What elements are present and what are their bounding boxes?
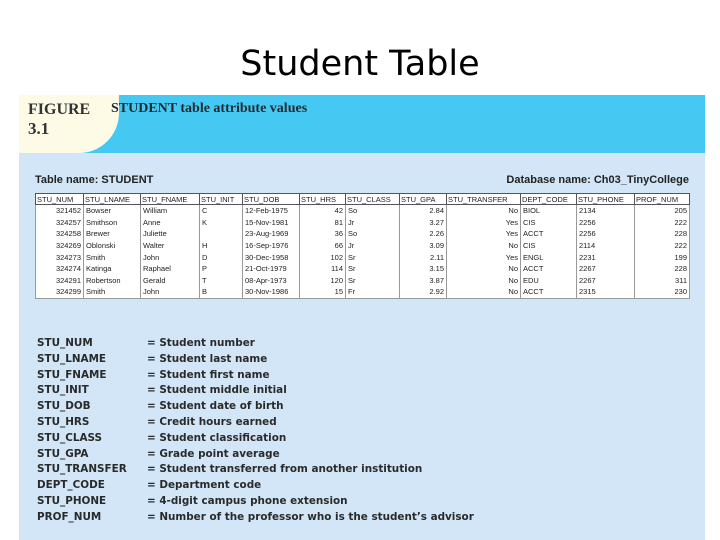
table-cell: Sr (346, 251, 400, 263)
table-cell: 199 (635, 251, 690, 263)
table-cell: No (447, 286, 521, 298)
table-cell: 228 (635, 228, 690, 240)
table-cell: Anne (141, 217, 200, 229)
definition-attribute: STU_NUM (37, 337, 93, 349)
figure-number: 3.1 (28, 119, 50, 138)
student-table (35, 193, 690, 299)
table-cell: Fr (346, 286, 400, 298)
definition-description: = Student number (147, 337, 255, 349)
table-cell: 324257 (36, 217, 84, 229)
table-cell: Sr (346, 275, 400, 287)
table-cell: K (200, 217, 243, 229)
table-cell: Smith (84, 286, 141, 298)
table-cell: Raphael (141, 263, 200, 275)
table-cell: 36 (300, 228, 346, 240)
table-cell: H (200, 240, 243, 252)
table-cell: Gerald (141, 275, 200, 287)
table-cell: 324269 (36, 240, 84, 252)
table-cell: 230 (635, 286, 690, 298)
table-cell: 16-Sep-1976 (243, 240, 300, 252)
definition-attribute: PROF_NUM (37, 510, 102, 523)
table-cell (200, 228, 243, 240)
table-cell: 3.27 (400, 217, 447, 229)
table-cell: 81 (300, 217, 346, 229)
table-cell: 12-Feb-1975 (243, 205, 300, 217)
table-cell: 2.92 (400, 286, 447, 298)
definition-description: = Number of the professor who is the student’s advisor (147, 510, 474, 523)
table-cell: 324273 (36, 251, 84, 263)
figure-label (19, 95, 119, 153)
table-cell: 2267 (577, 275, 635, 287)
table-cell: 324299 (36, 286, 84, 298)
column-header: STU_FNAME (141, 194, 200, 205)
table-cell: Yes (447, 217, 521, 229)
column-header: STU_DOB (243, 194, 300, 205)
table-cell: EDU (521, 275, 577, 287)
table-cell: Sr (346, 263, 400, 275)
table-cell: 21-Oct-1979 (243, 263, 300, 275)
table-cell: 30-Nov-1986 (243, 286, 300, 298)
column-header: PROF_NUM (635, 194, 690, 205)
table-row (36, 228, 690, 240)
table-cell: Jr (346, 240, 400, 252)
table-cell: 205 (635, 205, 690, 217)
table-cell: 102 (300, 251, 346, 263)
table-cell: 222 (635, 240, 690, 252)
table-cell: 120 (300, 275, 346, 287)
database-name: Database name: Ch03_TinyCollege (506, 174, 689, 186)
column-header: STU_LNAME (84, 194, 141, 205)
table-cell: 3.09 (400, 240, 447, 252)
table-cell: So (346, 228, 400, 240)
column-header: STU_HRS (300, 194, 346, 205)
table-cell: 2315 (577, 286, 635, 298)
table-cell: 15 (300, 286, 346, 298)
definition-description: = Student classification (147, 431, 287, 444)
table-cell: BIOL (521, 205, 577, 217)
table-row (36, 240, 690, 252)
definition-attribute: STU_TRANSFER (37, 463, 127, 476)
table-row (36, 275, 690, 287)
definition-description: = Credit hours earned (147, 415, 277, 428)
table-cell: B (200, 286, 243, 298)
definition-attribute: STU_DOB (37, 400, 91, 413)
definition-description: = Student transferred from another institution (147, 463, 423, 476)
table-cell: Robertson (84, 275, 141, 287)
table-row (36, 263, 690, 275)
table-cell: P (200, 263, 243, 275)
table-cell: No (447, 240, 521, 252)
table-cell: 66 (300, 240, 346, 252)
definition-attribute: STU_FNAME (37, 368, 107, 381)
table-cell: 08-Apr-1973 (243, 275, 300, 287)
table-cell: C (200, 205, 243, 217)
figure-header (19, 95, 705, 153)
table-cell: 30-Dec-1958 (243, 251, 300, 263)
figure-panel (19, 95, 705, 540)
table-name: Table name: STUDENT (35, 174, 154, 186)
table-cell: T (200, 275, 243, 287)
table-cell: 324291 (36, 275, 84, 287)
table-row (36, 251, 690, 263)
definition-attribute: STU_PHONE (37, 494, 107, 507)
definition-attribute: STU_LNAME (37, 352, 107, 365)
table-cell: Brewer (84, 228, 141, 240)
table-cell: 311 (635, 275, 690, 287)
table-cell: 2256 (577, 217, 635, 229)
table-cell: 114 (300, 263, 346, 275)
table-cell: 228 (635, 263, 690, 275)
table-cell: 23-Aug-1969 (243, 228, 300, 240)
table-cell: 15-Nov-1981 (243, 217, 300, 229)
column-header: STU_NUM (36, 194, 84, 205)
table-cell: So (346, 205, 400, 217)
table-cell: 2256 (577, 228, 635, 240)
table-cell: Smith (84, 251, 141, 263)
table-cell: 3.87 (400, 275, 447, 287)
definition-attribute: STU_HRS (37, 415, 90, 428)
table-cell: ACCT (521, 286, 577, 298)
table-cell: 2114 (577, 240, 635, 252)
column-header: STU_TRANSFER (447, 194, 521, 205)
table-cell: John (141, 251, 200, 263)
definition-attribute: STU_CLASS (37, 431, 102, 444)
table-cell: Jr (346, 217, 400, 229)
table-cell: 2267 (577, 263, 635, 275)
table-cell: Walter (141, 240, 200, 252)
definition-description: = Student last name (147, 352, 268, 365)
table-cell: Juliette (141, 228, 200, 240)
table-cell: ACCT (521, 228, 577, 240)
figure-word: FIGURE (28, 101, 91, 118)
table-row (36, 217, 690, 229)
figure-caption: STUDENT table attribute values (111, 101, 308, 116)
table-cell: 42 (300, 205, 346, 217)
table-cell: 2.11 (400, 251, 447, 263)
table-cell: ACCT (521, 263, 577, 275)
table-cell: No (447, 205, 521, 217)
definition-attribute: STU_INIT (37, 384, 89, 397)
table-cell: Yes (447, 251, 521, 263)
table-cell: William (141, 205, 200, 217)
definition-description: = Student date of birth (147, 400, 284, 413)
table-cell: 324258 (36, 228, 84, 240)
definition-description: = 4-digit campus phone extension (147, 494, 348, 507)
table-cell: D (200, 251, 243, 263)
column-header: STU_PHONE (577, 194, 635, 205)
table-cell: No (447, 263, 521, 275)
table-row (36, 286, 690, 298)
definition-attribute: STU_GPA (37, 447, 89, 460)
definition-description: = Department code (147, 479, 262, 492)
definition-description: = Student middle initial (147, 384, 287, 397)
table-cell: CIS (521, 240, 577, 252)
column-header: STU_GPA (400, 194, 447, 205)
slide-title: Student Table (240, 44, 480, 84)
table-cell: 3.15 (400, 263, 447, 275)
table-header-row (36, 194, 690, 205)
definition-description: = Grade point average (147, 447, 280, 460)
definition-attribute: DEPT_CODE (37, 479, 105, 492)
table-cell: Oblonski (84, 240, 141, 252)
table-cell: John (141, 286, 200, 298)
table-cell: Bowser (84, 205, 141, 217)
table-row (36, 205, 690, 217)
column-header: STU_INIT (200, 194, 243, 205)
table-cell: Katinga (84, 263, 141, 275)
table-cell: 2134 (577, 205, 635, 217)
table-cell: CIS (521, 217, 577, 229)
table-cell: ENGL (521, 251, 577, 263)
definition-description: = Student first name (147, 368, 270, 381)
column-header: DEPT_CODE (521, 194, 577, 205)
table-cell: No (447, 275, 521, 287)
table-cell: 2.84 (400, 205, 447, 217)
table-cell: Yes (447, 228, 521, 240)
table-cell: Smithson (84, 217, 141, 229)
table-cell: 2.26 (400, 228, 447, 240)
table-cell: 2231 (577, 251, 635, 263)
column-header: STU_CLASS (346, 194, 400, 205)
table-cell: 222 (635, 217, 690, 229)
table-cell: 324274 (36, 263, 84, 275)
table-cell: 321452 (36, 205, 84, 217)
